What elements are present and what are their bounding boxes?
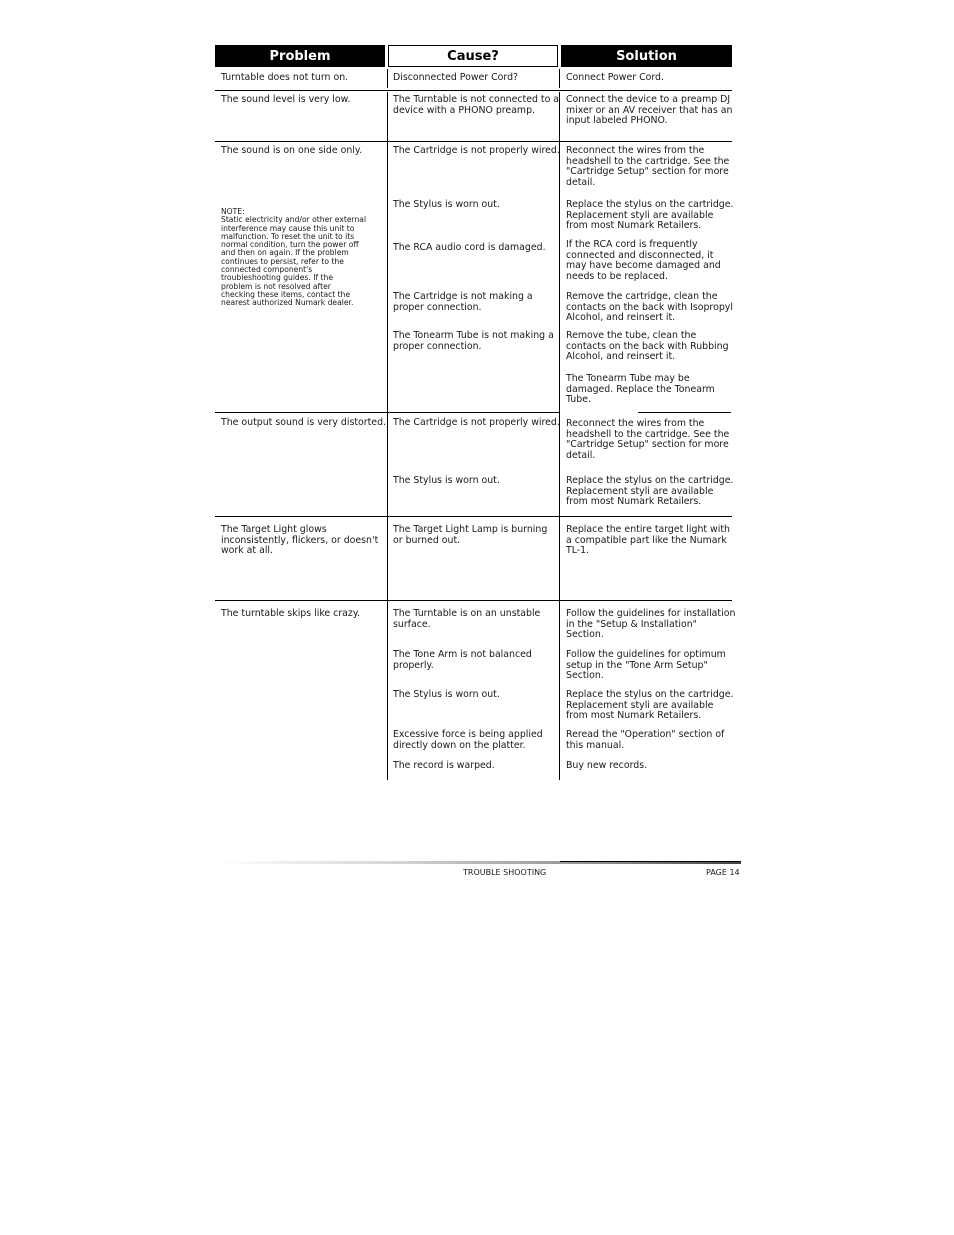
row-divider [215, 90, 732, 91]
cause-text: The Cartridge is not properly wired. [393, 417, 560, 428]
column-divider [559, 92, 560, 780]
solution-text: Follow the guidelines for optimum setup in the "Tone Arm Setup" Section. [566, 649, 726, 682]
solution-text: Follow the guidelines for installation in the "Setup & Installation" Section. [566, 608, 736, 641]
cause-text: The Target Light Lamp is burning or burned out. [393, 524, 548, 546]
cause-text: The record is warped. [393, 760, 495, 771]
cause-text: The Turntable is not connected to a device with a PHONO preamp. [393, 94, 560, 116]
cause-text: The Tonearm Tube is not making a proper connection. [393, 330, 554, 352]
cause-text: The Stylus is worn out. [393, 199, 500, 210]
solution-text: Buy new records. [566, 760, 648, 771]
column-divider [559, 69, 560, 88]
row-divider [215, 141, 732, 142]
solution-text: Remove the cartridge, clean the contacts on the back with Isopropyl Alcohol, and reinsert it. [566, 291, 733, 324]
cause-text: The Turntable is on an unstable surface. [393, 608, 541, 630]
solution-text: Reread the "Operation" section of this manual. [566, 729, 725, 751]
cause-text: The RCA audio cord is damaged. [393, 242, 546, 253]
row-divider [215, 516, 732, 517]
footer-rule-dark [560, 861, 741, 862]
solution-text: Replace the entire target light with a compatible part like the Numark TL-1. [566, 524, 730, 557]
footer-page-number: PAGE 14 [706, 868, 740, 877]
static-electricity-note: NOTE: Static electricity and/or other external interference may cause this unit to malfunction. To reset the unit to its normal condition, turn the power off and then on again. If the problem continues to persist, refer to the connected component's troubleshooting guides. If the problem is not resolved after checking these items, contact the nearest authorized Numark dealer. [221, 207, 367, 308]
cause-text: The Cartridge is not properly wired. [393, 145, 560, 156]
row-divider [215, 412, 387, 413]
solution-text: Replace the stylus on the cartridge. Replacement styli are available from most Numark Retailers. [566, 689, 734, 722]
problem-text: The sound is on one side only. [221, 145, 363, 156]
problem-text: The turntable skips like crazy. [221, 608, 361, 619]
cause-text: Excessive force is being applied directly down on the platter. [393, 729, 543, 751]
problem-text: Turntable does not turn on. [221, 72, 349, 83]
footer-section-label: TROUBLE SHOOTING [463, 868, 547, 877]
cause-text: The Stylus is worn out. [393, 689, 500, 700]
problem-text: The Target Light glows inconsistently, flickers, or doesn't work at all. [221, 524, 379, 557]
row-divider [215, 600, 732, 601]
cause-text: Disconnected Power Cord? [393, 72, 519, 83]
solution-text: If the RCA cord is frequently connected and disconnected, it may have become damaged and needs to be replaced. [566, 239, 721, 282]
row-divider [638, 412, 731, 413]
solution-text: Replace the stylus on the cartridge. Replacement styli are available from most Numark Retailers. [566, 199, 734, 232]
header-cause: Cause? [388, 45, 558, 67]
cause-text: The Cartridge is not making a proper connection. [393, 291, 533, 313]
solution-text: Connect Power Cord. [566, 72, 664, 83]
cause-text: The Tone Arm is not balanced properly. [393, 649, 532, 671]
problem-text: The output sound is very distorted. [221, 417, 387, 428]
cause-text: The Stylus is worn out. [393, 475, 500, 486]
solution-text: Replace the stylus on the cartridge. Replacement styli are available from most Numark Retailers. [566, 475, 734, 508]
solution-text: The Tonearm Tube may be damaged. Replace the Tonearm Tube. [566, 373, 715, 406]
header-solution: Solution [561, 45, 732, 67]
solution-text: Remove the tube, clean the contacts on the back with Rubbing Alcohol, and reinsert it. [566, 330, 729, 363]
row-divider [388, 412, 560, 413]
problem-text: The sound level is very low. [221, 94, 351, 105]
solution-text: Reconnect the wires from the headshell to the cartridge. See the "Cartridge Setup" section for more detail. [566, 418, 730, 461]
solution-text: Reconnect the wires from the headshell to the cartridge. See the "Cartridge Setup" section for more detail. [566, 145, 730, 188]
column-divider [387, 69, 388, 88]
solution-text: Connect the device to a preamp DJ mixer or an AV receiver that has an input labeled PHONO. [566, 94, 733, 127]
header-problem: Problem [215, 45, 385, 67]
column-divider [387, 92, 388, 780]
